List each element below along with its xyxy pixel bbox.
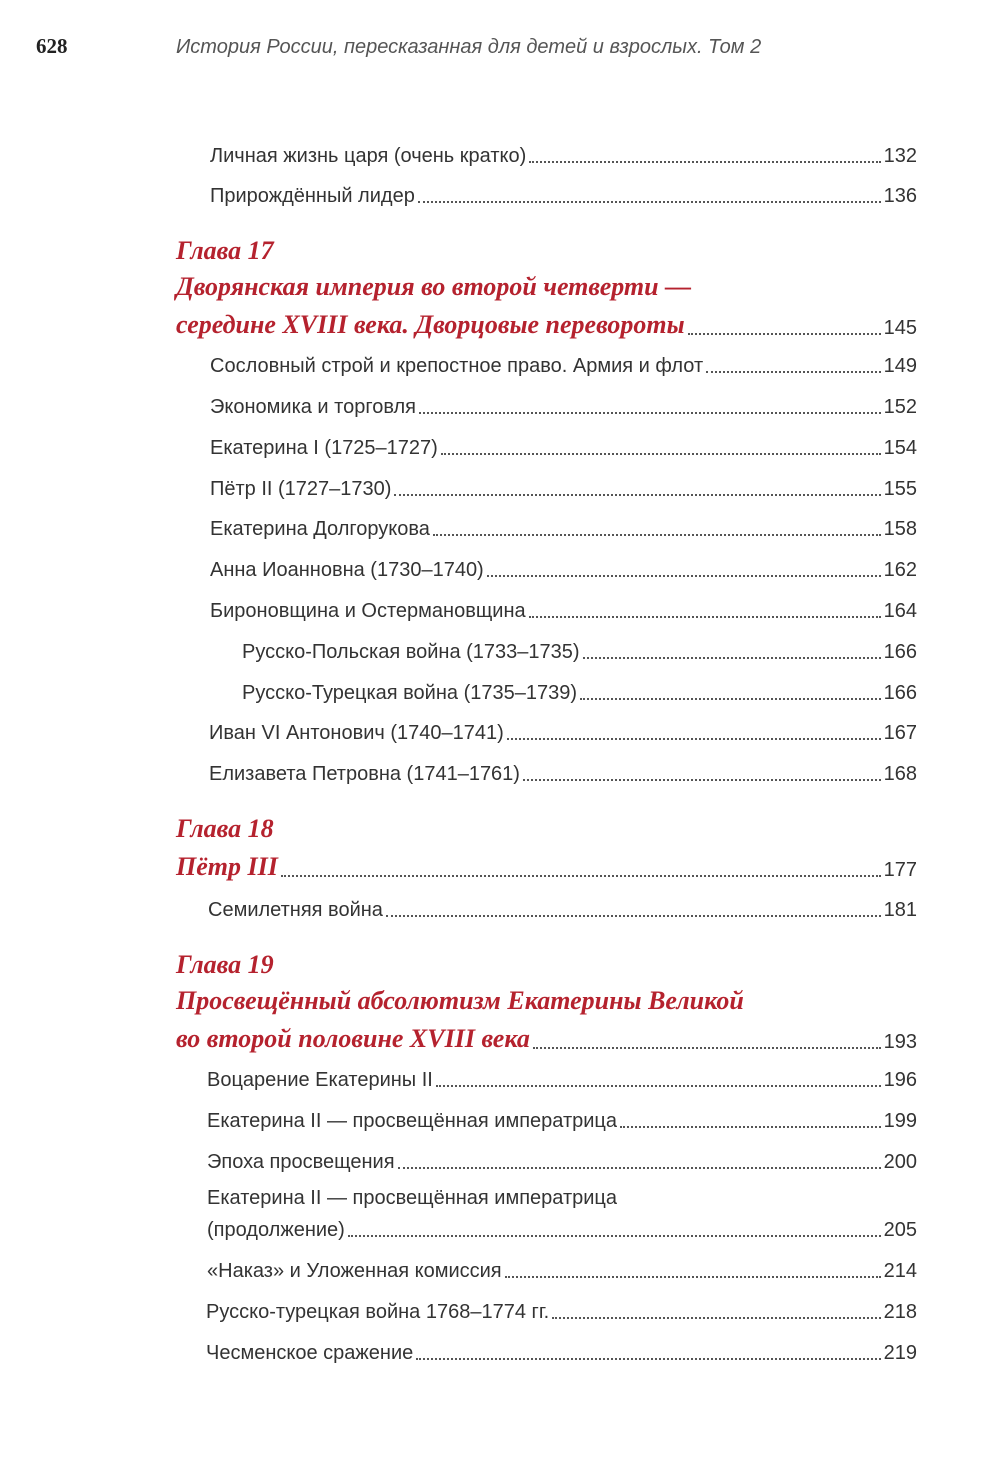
- toc-entry-page: 166: [883, 641, 917, 663]
- toc-entry-title: Бироновщина и Остермановщина: [210, 600, 526, 622]
- chapter-page: 145: [883, 317, 917, 339]
- toc-entry-page: 152: [883, 396, 917, 418]
- dot-leader: [436, 1085, 881, 1087]
- toc-entry-page: 132: [883, 145, 917, 167]
- toc-entry-page: 218: [883, 1301, 917, 1323]
- toc-entry-title: (продолжение): [207, 1219, 345, 1241]
- toc-entry-title: Семилетняя война: [208, 899, 383, 921]
- toc-entry-title: Личная жизнь царя (очень кратко): [210, 145, 527, 167]
- toc-entry-page: 136: [883, 185, 917, 207]
- toc-entry[interactable]: [208, 882, 917, 922]
- toc-entry[interactable]: [210, 168, 917, 208]
- dot-leader: [386, 915, 881, 917]
- dot-leader: [552, 1317, 880, 1319]
- chapter-title-line: середине XVIII века. Дворцовые перевороты: [176, 310, 685, 339]
- toc-entry[interactable]: [207, 1243, 917, 1283]
- toc-entry[interactable]: [207, 1202, 917, 1242]
- dot-leader: [529, 161, 880, 163]
- toc-entry-page: 196: [883, 1069, 917, 1091]
- dot-leader: [433, 534, 881, 536]
- toc-entry-page: 200: [883, 1151, 917, 1173]
- chapter-label: Глава 18: [176, 814, 274, 843]
- chapter-page: 193: [883, 1031, 917, 1053]
- toc-entry-title: Воцарение Екатерины II: [207, 1069, 433, 1091]
- toc-entry-title: Русско-Польская война (1733–1735): [242, 641, 580, 663]
- dot-leader: [394, 494, 880, 496]
- dot-leader: [620, 1126, 881, 1128]
- toc-entry-title-line: Екатерина II — просвещённая императрица: [207, 1187, 618, 1209]
- dot-leader: [529, 616, 881, 618]
- dot-leader: [348, 1235, 881, 1237]
- toc-entry-page: 219: [883, 1342, 917, 1364]
- dot-leader: [583, 657, 881, 659]
- dot-leader: [507, 738, 881, 740]
- dot-leader: [281, 875, 881, 877]
- toc-entry-title: Иван VI Антонович (1740–1741): [209, 722, 504, 744]
- toc-entry-title: Елизавета Петровна (1741–1761): [209, 763, 520, 785]
- dot-leader: [533, 1047, 881, 1049]
- toc-entry-title: «Наказ» и Уложенная комиссия: [207, 1260, 502, 1282]
- toc-entry-page: 162: [883, 559, 917, 581]
- toc-entry[interactable]: [207, 1093, 917, 1133]
- toc-entry[interactable]: [209, 746, 917, 786]
- toc-subentry[interactable]: [242, 665, 917, 705]
- running-head: [0, 30, 1000, 70]
- toc-entry-title: Русско-Турецкая война (1735–1739): [242, 682, 577, 704]
- chapter-entry[interactable]: [176, 1018, 917, 1054]
- toc-entry[interactable]: [210, 461, 917, 501]
- toc-entry-page: 154: [883, 437, 917, 459]
- toc-entry-title: Сословный строй и крепостное право. Армия и флот: [210, 355, 704, 377]
- toc-entry-title: Эпоха просвещения: [207, 1151, 395, 1173]
- toc-entry-title: Екатерина Долгорукова: [210, 518, 430, 540]
- dot-leader: [419, 412, 881, 414]
- toc-entry[interactable]: [207, 1134, 917, 1174]
- toc-entry-page: 214: [883, 1260, 917, 1282]
- toc-entry-page: 167: [883, 722, 917, 744]
- toc-entry-page: 158: [883, 518, 917, 540]
- chapter-title-line: во второй половине XVIII века: [176, 1024, 530, 1053]
- dot-leader: [580, 698, 881, 700]
- toc-entry-title: Пётр II (1727–1730): [210, 478, 392, 500]
- chapter-page: 177: [883, 859, 917, 881]
- dot-leader: [523, 779, 881, 781]
- toc-entry-title: Анна Иоанновна (1730–1740): [210, 559, 484, 581]
- toc-entry[interactable]: [206, 1325, 917, 1365]
- toc-entry-page: 199: [883, 1110, 917, 1132]
- toc-entry[interactable]: [210, 583, 917, 623]
- dot-leader: [505, 1276, 881, 1278]
- dot-leader: [398, 1167, 881, 1169]
- chapter-entry[interactable]: [176, 846, 917, 882]
- toc-entry[interactable]: [207, 1052, 917, 1092]
- toc-entry-title: Прирождённый лидер: [210, 185, 415, 207]
- toc-entry-page: 166: [883, 682, 917, 704]
- toc-entry-page: 155: [883, 478, 917, 500]
- toc-entry-title: Екатерина I (1725–1727): [210, 437, 438, 459]
- dot-leader: [416, 1358, 880, 1360]
- page-number: 628: [36, 34, 68, 58]
- toc-entry-title: Екатерина II — просвещённая императрица: [207, 1110, 618, 1132]
- toc-entry[interactable]: [210, 338, 917, 378]
- dot-leader: [441, 453, 881, 455]
- toc-entry-page: 168: [883, 763, 917, 785]
- dot-leader: [706, 371, 880, 373]
- toc-entry[interactable]: [210, 128, 917, 168]
- book-title: История России, пересказанная для детей и взрослых. Том 2: [176, 36, 762, 58]
- toc-entry[interactable]: [210, 501, 917, 541]
- toc-subentry[interactable]: [242, 624, 917, 664]
- chapter-label: Глава 17: [176, 236, 274, 265]
- toc-entry-title: Чесменское сражение: [206, 1342, 414, 1364]
- chapter-label: Глава 19: [176, 950, 274, 979]
- toc-entry[interactable]: [210, 542, 917, 582]
- dot-leader: [487, 575, 881, 577]
- toc-entry-title: Экономика и торговля: [210, 396, 416, 418]
- chapter-title-line: Просвещённый абсолютизм Екатерины Великой: [176, 986, 744, 1015]
- toc-entry-page: 181: [883, 899, 917, 921]
- toc-entry[interactable]: [206, 1284, 917, 1324]
- chapter-title-line: Пётр III: [176, 852, 278, 881]
- dot-leader: [418, 201, 881, 203]
- toc-entry-page: 149: [883, 355, 917, 377]
- chapter-title-line: Дворянская империя во второй четверти —: [176, 272, 692, 301]
- toc-entry-page: 164: [883, 600, 917, 622]
- toc-entry-title: Русско-турецкая война 1768–1774 гг.: [206, 1301, 550, 1323]
- toc-entry[interactable]: [210, 379, 917, 419]
- toc-entry[interactable]: [210, 420, 917, 460]
- toc-entry[interactable]: [209, 705, 917, 745]
- toc-entry-page: 205: [883, 1219, 917, 1241]
- dot-leader: [688, 333, 881, 335]
- chapter-entry[interactable]: [176, 304, 917, 340]
